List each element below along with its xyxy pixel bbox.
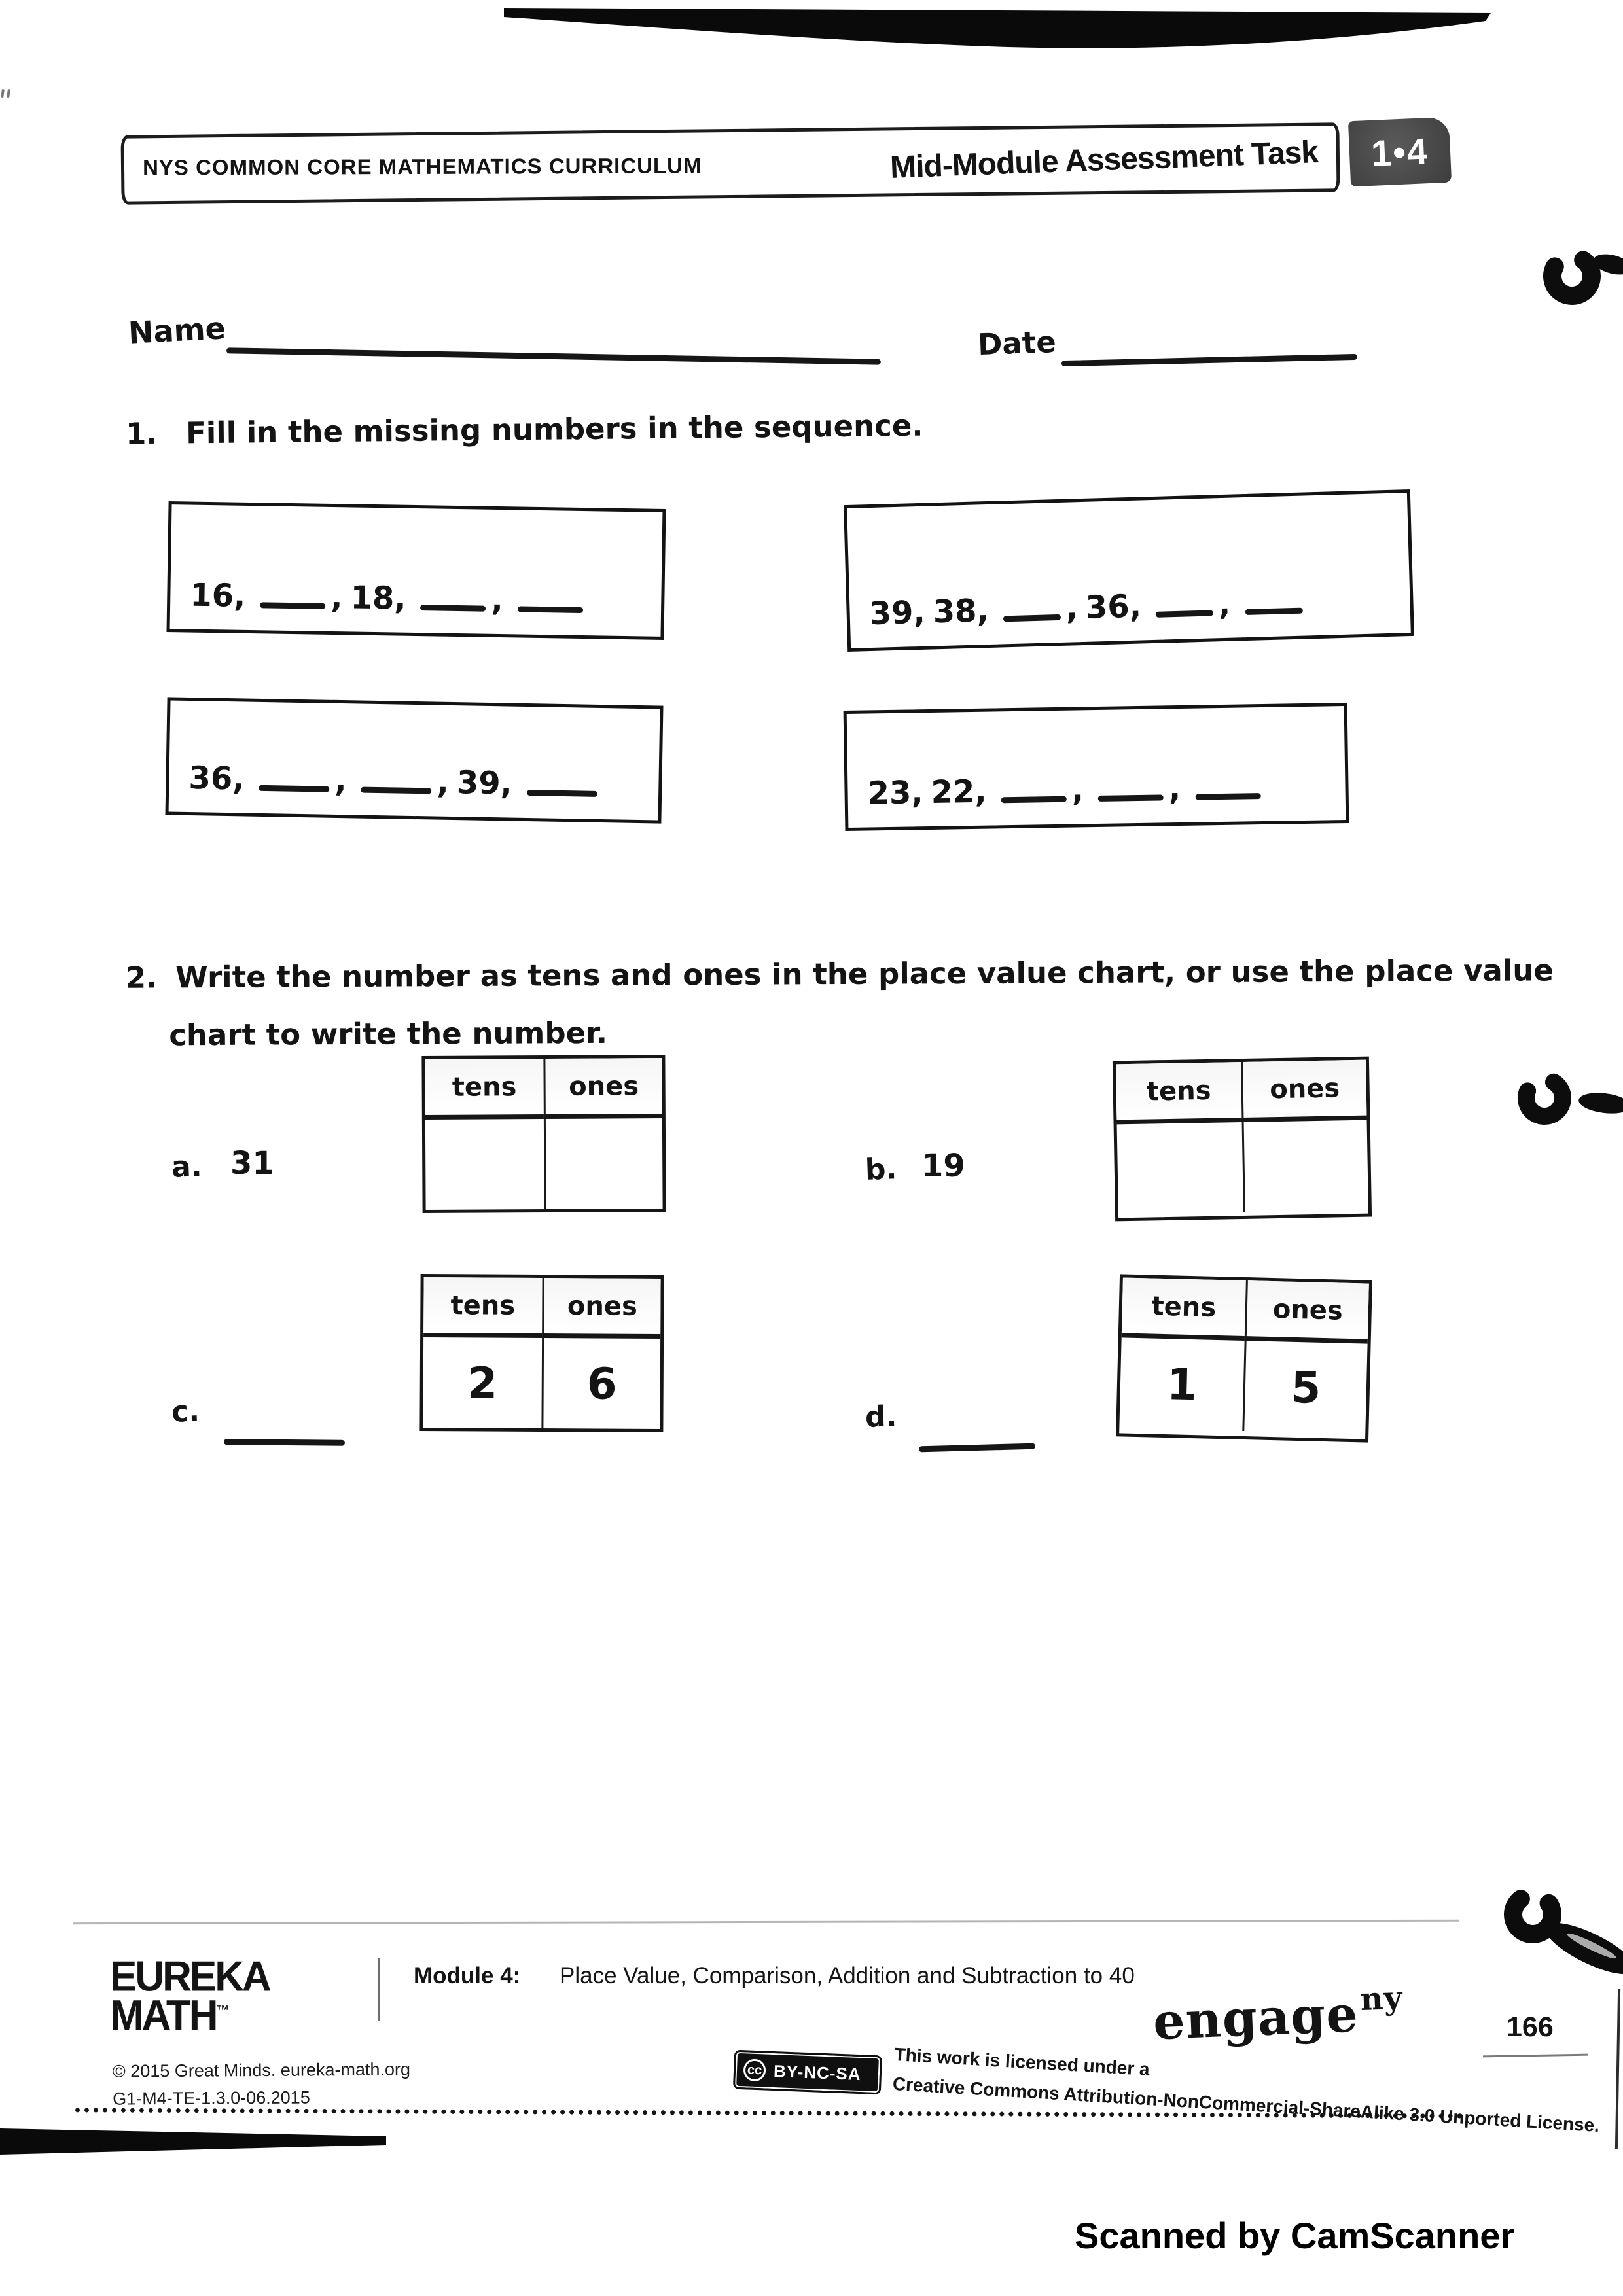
tens-header: tens [423, 1277, 542, 1338]
eureka-logo-line1: EUREKA [110, 1953, 270, 2001]
cc-badge-label: BY-NC-SA [773, 2060, 862, 2084]
sequence-box-2 [844, 489, 1414, 652]
license-line1: This work is licensed under a [893, 2043, 1150, 2080]
ones-answer-cell[interactable] [544, 1118, 663, 1209]
scan-artifact-bottom-wedge [0, 2123, 406, 2160]
copyright-line1: © 2015 Great Minds. eureka-math.org [112, 2059, 411, 2081]
item-a-label: a. [171, 1150, 203, 1184]
name-label: Name [127, 310, 226, 351]
item-c-answer-blank[interactable] [224, 1439, 345, 1446]
module-lesson-badge: 1•4 [1348, 117, 1452, 187]
question-2-text-line2: chart to write the number. [169, 1015, 608, 1053]
answer-blank[interactable] [420, 605, 486, 612]
eureka-math-logo [110, 1953, 270, 2040]
question-1-prompt [126, 408, 923, 451]
tens-answer-cell[interactable] [425, 1119, 544, 1210]
item-d-label: d. [865, 1400, 898, 1434]
tens-answer-cell[interactable] [1117, 1122, 1243, 1214]
item-b-label: b. [865, 1152, 898, 1187]
sequence-number: 36, [188, 759, 245, 798]
answer-blank[interactable] [1156, 610, 1213, 617]
date-label: Date [977, 324, 1057, 362]
engage-ny-logo: engage$^{ny}$ [1152, 1979, 1404, 2051]
sequence-comma: , [491, 581, 504, 619]
place-value-chart-d [1116, 1274, 1372, 1442]
ones-value-cell: 6 [541, 1338, 660, 1429]
sequence-comma: , [1168, 769, 1181, 807]
sequence-comma: , [1218, 585, 1231, 623]
cc-license-badge [735, 2052, 880, 2093]
trademark-symbol: ™ [216, 2003, 230, 2019]
footer-rule [73, 1920, 1459, 1924]
sequence-comma: , [330, 578, 344, 616]
question-2-text-line1: Write the number as tens and ones in the place value chart, or use the place value [175, 953, 1554, 995]
answer-blank[interactable] [259, 785, 329, 792]
answer-blank[interactable] [1245, 608, 1302, 615]
sequence-comma: , [1065, 590, 1079, 627]
item-c-label: c. [171, 1394, 200, 1429]
sequence-box-3 [165, 697, 663, 823]
ones-answer-cell[interactable] [1242, 1120, 1368, 1212]
cc-icon: cc [743, 2058, 766, 2081]
answer-blank[interactable] [260, 602, 325, 609]
name-answer-line[interactable] [226, 347, 881, 364]
answer-blank[interactable] [1003, 614, 1061, 622]
item-a-number: 31 [230, 1145, 274, 1182]
page-number-underline [1483, 2054, 1588, 2058]
tens-header: tens [1116, 1062, 1242, 1124]
place-value-chart-a [421, 1055, 666, 1213]
place-value-chart-b [1113, 1057, 1372, 1222]
question-1-text: Fill in the missing numbers in the sequence. [185, 408, 923, 451]
eureka-logo-line2: MATH™ [110, 1992, 230, 2040]
header-bar [120, 122, 1340, 204]
copyright-block [113, 2056, 411, 2113]
sequence-number: 39, [868, 593, 926, 633]
question-2-prompt [126, 942, 1554, 1064]
sequence-box-1 [166, 501, 666, 640]
curriculum-label: NYS COMMON CORE MATHEMATICS CURRICULUM [142, 153, 702, 180]
question-1-number: 1. [125, 415, 158, 451]
scan-artifact-curl-top [1531, 236, 1623, 314]
item-b-number: 19 [921, 1148, 965, 1184]
place-value-chart-c [419, 1274, 664, 1432]
license-line2: Creative Commons Attribution-NonCommercial-ShareAlike 3.0 Unported License. [892, 2073, 1600, 2136]
sequence-comma: , [437, 764, 450, 801]
sequence-comma: , [1071, 771, 1084, 809]
scan-artifact-curl-bottom [1492, 1877, 1623, 1988]
scan-artifact-top-band [497, 0, 1499, 59]
answer-blank[interactable] [1098, 794, 1164, 802]
assessment-title: Mid-Module Assessment Task [889, 134, 1319, 185]
sequence-comma: , [334, 762, 348, 800]
camscanner-watermark: Scanned by CamScanner [1075, 2215, 1515, 2256]
answer-blank[interactable] [527, 790, 597, 797]
ones-value-cell: 5 [1242, 1341, 1367, 1434]
sequence-number: 39, [456, 764, 513, 802]
sequence-number: 22, [931, 773, 988, 811]
ones-header: ones [1245, 1280, 1369, 1344]
item-d-answer-blank[interactable] [919, 1443, 1035, 1453]
scan-artifact-edge-line [1615, 1989, 1620, 2149]
tens-header: tens [1122, 1277, 1246, 1341]
answer-blank[interactable] [361, 787, 431, 794]
tens-header: tens [425, 1059, 543, 1120]
page-number: 166 [1507, 2011, 1554, 2043]
answer-blank[interactable] [518, 606, 583, 613]
sequence-number: 23, [867, 774, 924, 812]
sequence-box-4 [844, 703, 1349, 831]
sequence-number: 18, [350, 579, 407, 617]
ones-header: ones [543, 1058, 662, 1119]
ones-header: ones [1241, 1060, 1367, 1122]
date-answer-line[interactable] [1061, 354, 1357, 366]
answer-blank[interactable] [1195, 793, 1260, 800]
scan-artifact-curl-middle [1505, 1052, 1623, 1144]
sequence-number: 16, [189, 576, 246, 614]
answer-blank[interactable] [1001, 796, 1067, 804]
copyright-line2: G1-M4-TE-1.3.0-06.2015 [113, 2087, 310, 2109]
tens-value-cell: 2 [467, 1357, 498, 1409]
ones-header: ones [542, 1278, 660, 1339]
tens-value-cell: 1 [1166, 1358, 1198, 1410]
question-2-number: 2. [125, 960, 158, 995]
module-label: Module 4: [414, 1963, 521, 1988]
scan-artifact-corner-mark [1, 89, 16, 102]
module-title: Place Value, Comparison, Addition and Subtraction to 40 [560, 1963, 1135, 1988]
sequence-number: 36, [1085, 588, 1142, 626]
footer-divider [378, 1958, 380, 2021]
sequence-number: 38, [932, 592, 990, 631]
